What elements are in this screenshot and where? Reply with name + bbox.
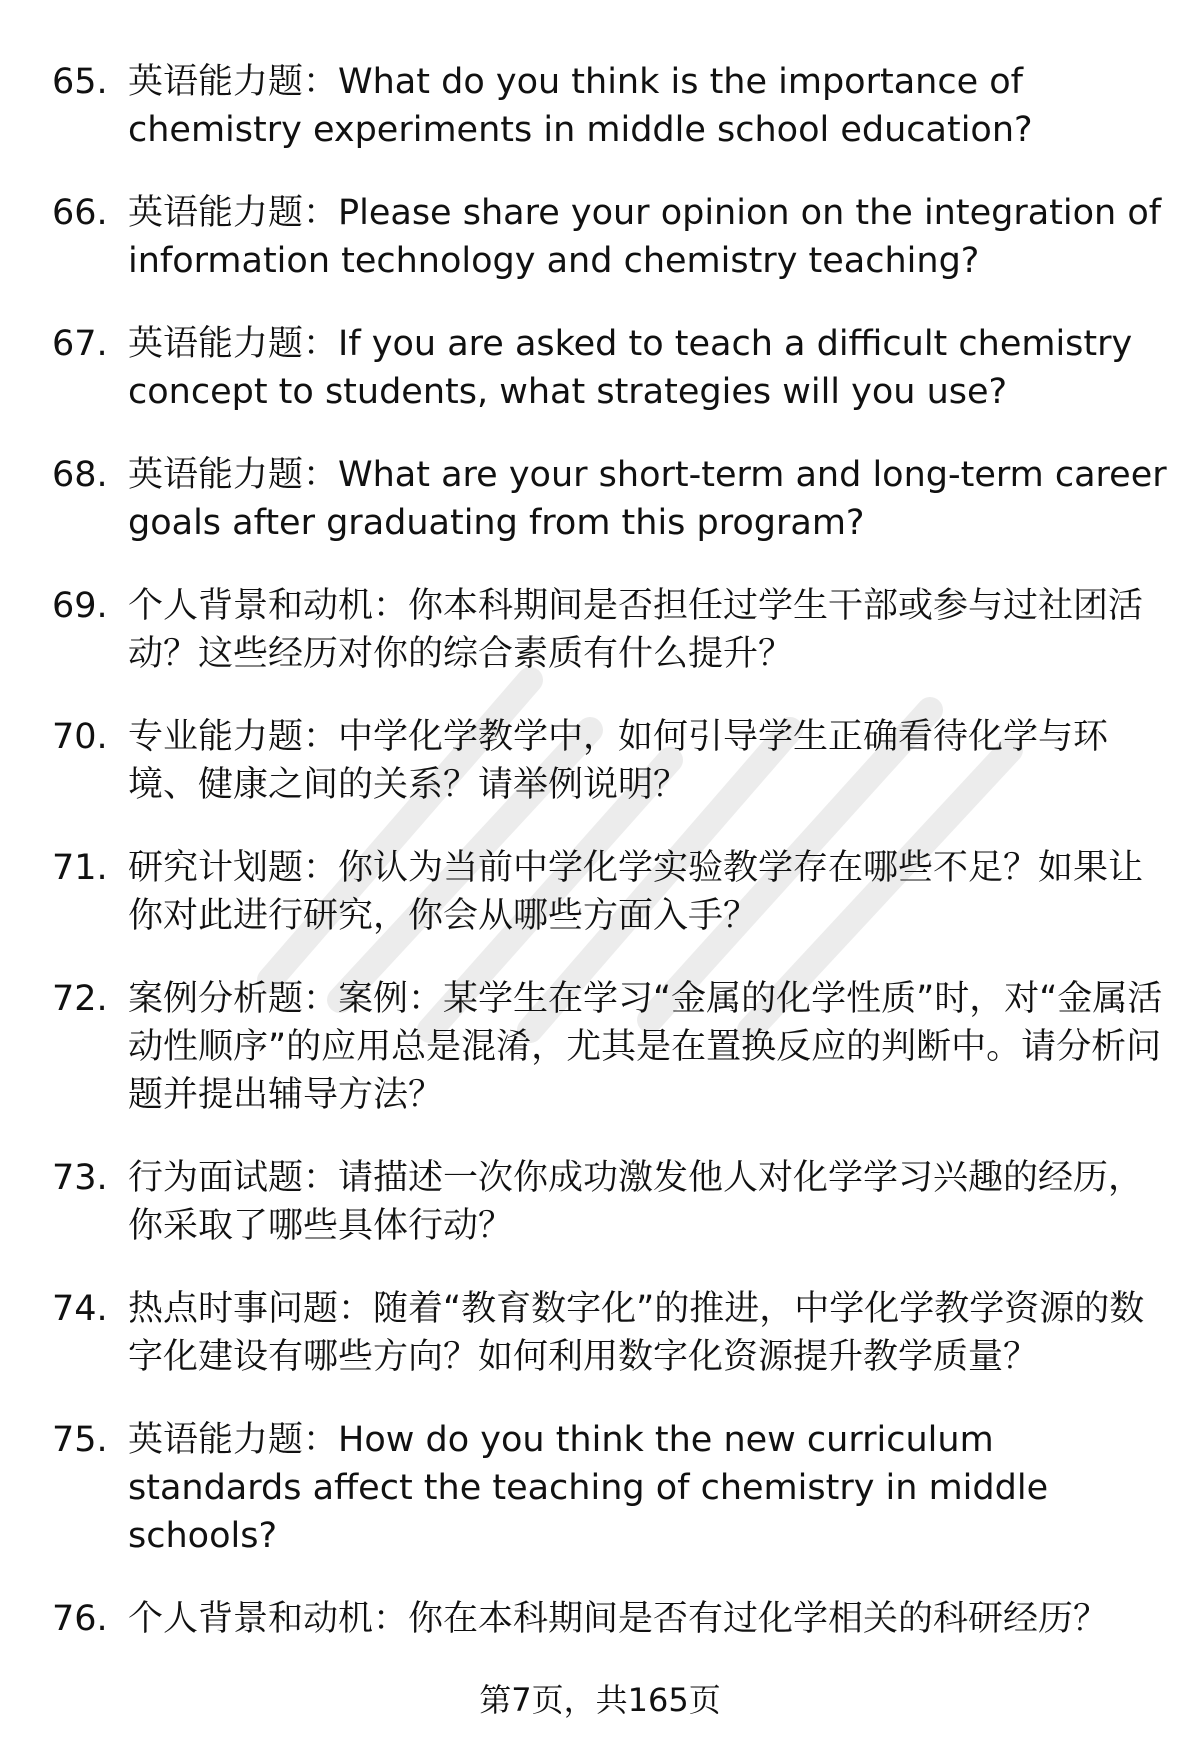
question-text: 你本科期间是否担任过学生干部或参与过社团活动？这些经历对你的综合素质有什么提升？	[128, 586, 1144, 674]
question-item	[0, 1285, 1200, 1381]
question-item	[0, 320, 1200, 416]
question-number: 70.	[52, 717, 108, 757]
question-category: 专业能力题：	[128, 717, 339, 757]
question-text: 你在本科期间是否有过化学相关的科研经历？	[408, 1599, 1109, 1639]
question-number: 71.	[52, 848, 108, 888]
question-number: 67.	[52, 324, 108, 364]
question-category: 英语能力题：	[128, 193, 339, 233]
question-number: 66.	[52, 193, 108, 233]
question-category: 英语能力题：	[128, 455, 339, 495]
question-item	[0, 713, 1200, 809]
question-number: 65.	[52, 62, 108, 102]
question-list	[0, 58, 1200, 1678]
question-item	[0, 1154, 1200, 1250]
question-item	[0, 451, 1200, 547]
question-category: 个人背景和动机：	[128, 586, 409, 626]
question-item	[0, 1595, 1200, 1643]
question-text: 请描述一次你成功激发他人对化学学习兴趣的经历，你采取了哪些具体行动？	[128, 1158, 1144, 1246]
question-text: What do you think is the importance of chemistry experiments in middle school education?	[128, 62, 1033, 150]
question-text: 你认为当前中学化学实验教学存在哪些不足？如果让你对此进行研究，你会从哪些方面入手？	[128, 848, 1144, 936]
question-text: If you are asked to teach a difficult chemistry concept to students, what strategies will you use?	[128, 324, 1133, 412]
question-number: 73.	[52, 1158, 108, 1198]
question-item	[0, 189, 1200, 285]
question-number: 74.	[52, 1289, 108, 1329]
question-text: Please share your opinion on the integration of information technology and chemistry teaching?	[128, 193, 1162, 281]
question-category: 英语能力题：	[128, 324, 339, 364]
page-footer: 第7页，共165页	[479, 1681, 721, 1719]
question-item	[0, 975, 1200, 1119]
question-category: 热点时事问题：	[128, 1289, 374, 1329]
question-category: 行为面试题：	[128, 1158, 339, 1198]
question-number: 75.	[52, 1420, 108, 1460]
question-category: 英语能力题：	[128, 1420, 339, 1460]
question-item	[0, 844, 1200, 940]
question-text: 中学化学教学中，如何引导学生正确看待化学与环境、健康之间的关系？请举例说明？	[128, 717, 1109, 805]
question-text: What are your short-term and long-term career goals after graduating from this program?	[128, 455, 1167, 543]
question-category: 案例分析题：	[128, 979, 339, 1019]
question-item	[0, 58, 1200, 154]
question-category: 英语能力题：	[128, 62, 339, 102]
question-item	[0, 582, 1200, 678]
question-category: 个人背景和动机：	[128, 1599, 409, 1639]
question-category: 研究计划题：	[128, 848, 339, 888]
question-text: 案例：某学生在学习“金属的化学性质”时，对“金属活动性顺序”的应用总是混淆，尤其是在置换反应的判断中。请分析问题并提出辅导方法？	[128, 979, 1163, 1115]
question-number: 76.	[52, 1599, 108, 1639]
question-number: 68.	[52, 455, 108, 495]
question-text: 随着“教育数字化”的推进，中学化学教学资源的数字化建设有哪些方向？如何利用数字化资源提升教学质量？	[128, 1289, 1145, 1377]
question-number: 69.	[52, 586, 108, 626]
question-text: How do you think the new curriculum standards affect the teaching of chemistry in middle schools?	[128, 1420, 1049, 1556]
question-item	[0, 1416, 1200, 1560]
question-number: 72.	[52, 979, 108, 1019]
